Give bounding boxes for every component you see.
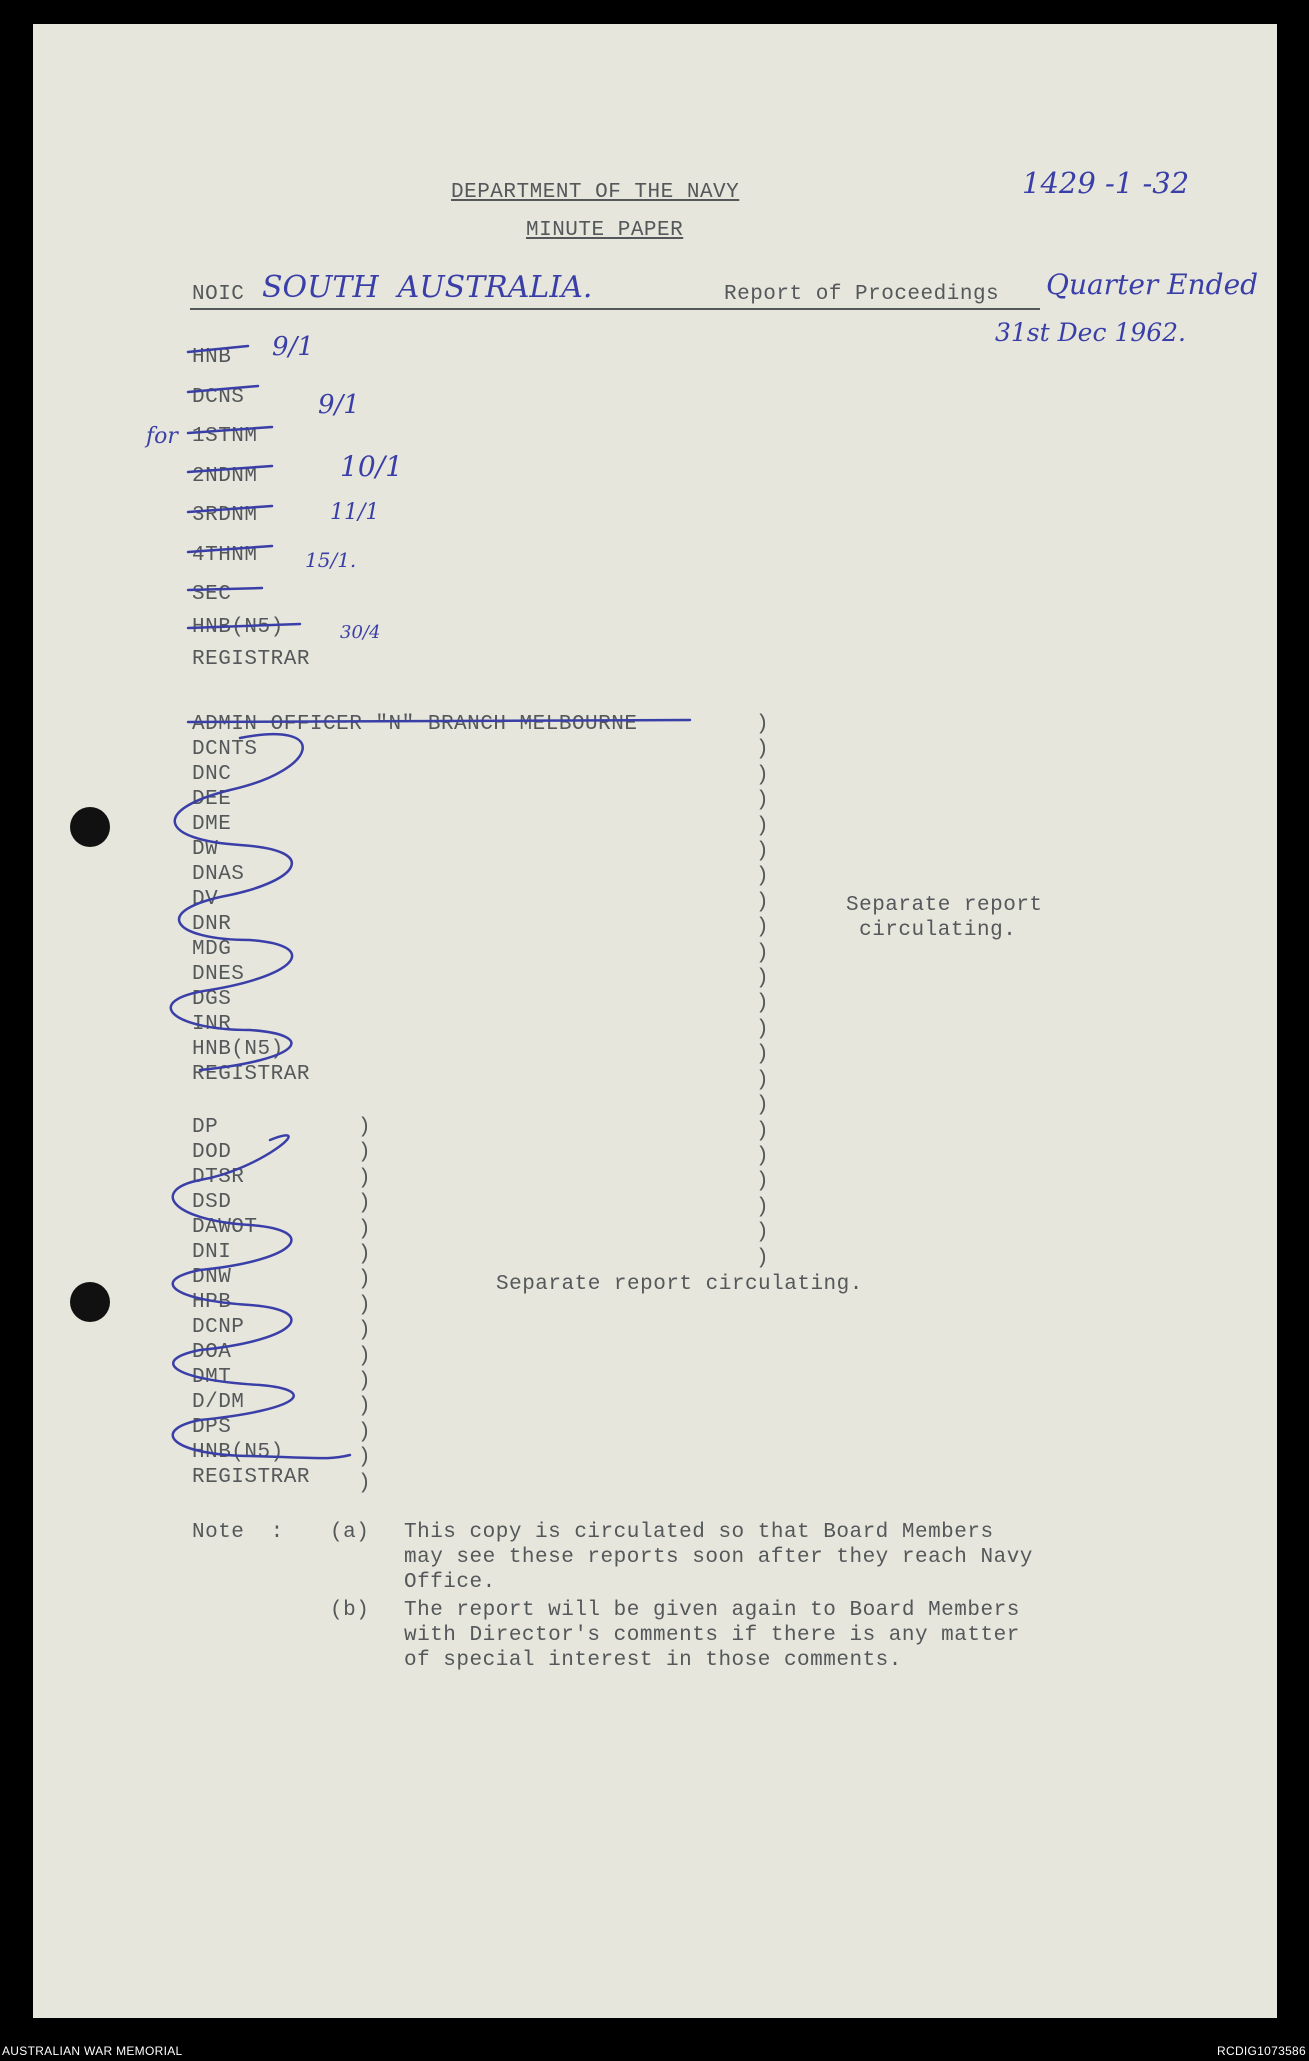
scribble-loop <box>171 734 303 1070</box>
routing-item: DOA <box>192 1341 232 1364</box>
routing-item: DOD <box>192 1141 232 1164</box>
routing-item: 3RDNM <box>192 504 258 527</box>
routing-item: DW <box>192 838 219 861</box>
routing-item: DCNS <box>192 385 245 409</box>
routing-item: REGISTRAR <box>192 1063 310 1086</box>
routing-item: INR <box>192 1013 232 1036</box>
footer-archive-credit: AUSTRALIAN WAR MEMORIAL <box>2 2044 183 2058</box>
routing-item: DNC <box>192 763 232 786</box>
routing-item: DP <box>192 1116 219 1139</box>
strike-line <box>188 386 258 392</box>
initial-annotation: 15/1. <box>305 548 357 572</box>
addressee-prefix: NOIC <box>192 283 245 306</box>
file-number: 1429 -1 -32 <box>1022 166 1190 200</box>
routing-item: D/DM <box>192 1391 245 1414</box>
note-b-text: The report will be given again to Board Members with Director's comments if there is any matter of special interest in those comments. <box>404 1599 1020 1672</box>
routing-item: DNAS <box>192 863 245 886</box>
separate-report-note-1: Separate report circulating. <box>846 894 1043 942</box>
strike-line <box>188 346 248 352</box>
routing-item: DSD <box>192 1191 232 1214</box>
initial-annotation: for <box>146 424 178 449</box>
strike-line <box>188 427 272 433</box>
brace-column-3: ) ) ) ) ) ) ) ) ) ) ) ) ) ) ) <box>358 1116 371 1495</box>
initial-annotation: 30/4 <box>340 622 381 643</box>
note-a-marker: (a) <box>330 1521 370 1544</box>
footer-record-id: RCDIG1073586 <box>1217 2044 1306 2058</box>
routing-item: HNB <box>192 346 232 369</box>
subject-text: Report of Proceedings <box>724 283 1000 306</box>
strike-line <box>188 506 272 512</box>
scribble-loop <box>173 1135 350 1458</box>
routing-item: DEE <box>192 788 232 811</box>
routing-item: MDG <box>192 938 232 961</box>
routing-item: REGISTRAR <box>192 1466 310 1489</box>
note-b-marker: (b) <box>330 1599 370 1622</box>
routing-item: DCNTS <box>192 738 258 761</box>
strike-line <box>188 624 300 628</box>
routing-item: DNR <box>192 913 232 936</box>
initial-annotation: 11/1 <box>330 500 380 525</box>
routing-item: DTSR <box>192 1166 245 1189</box>
routing-item: 1STNM <box>192 425 258 448</box>
routing-item: SEC <box>192 583 232 606</box>
strike-line <box>188 588 262 590</box>
routing-item: HNB(N5) <box>192 1441 284 1464</box>
separate-report-note-2: Separate report circulating. <box>496 1273 863 1296</box>
routing-item: REGISTRAR <box>192 647 310 671</box>
routing-item: DPS <box>192 1416 232 1439</box>
strike-line <box>188 466 272 472</box>
routing-item: DAWOT <box>192 1216 258 1239</box>
routing-item: HNB(N5) <box>192 1038 284 1061</box>
routing-item: DV <box>192 888 219 911</box>
handwritten-location: SOUTH AUSTRALIA. <box>262 270 593 305</box>
routing-item: HPB <box>192 1291 232 1314</box>
note-label: Note : <box>192 1521 284 1544</box>
brace-column-2: ) ) ) ) ) ) ) ) ) ) ) ) ) ) ) ) ) ) ) ) ) ) <box>756 713 769 1270</box>
handwritten-period-line-1: Quarter Ended <box>1046 268 1259 301</box>
routing-item: DMT <box>192 1366 232 1389</box>
routing-item: DME <box>192 813 232 836</box>
routing-item: ADMIN OFFICER "N" BRANCH MELBOURNE <box>192 713 638 736</box>
routing-item: DGS <box>192 988 232 1011</box>
routing-item: HNB(N5) <box>192 615 284 639</box>
routing-item: DNES <box>192 963 245 986</box>
initial-annotation: 10/1 <box>340 450 403 483</box>
routing-item: 4THNM <box>192 543 258 567</box>
initial-annotation: 9/1 <box>272 332 314 362</box>
note-a-text: This copy is circulated so that Board Members may see these reports soon after they reach Navy Office. <box>404 1521 1033 1594</box>
strike-line <box>188 720 690 722</box>
routing-item: DNI <box>192 1241 232 1264</box>
routing-item: DNW <box>192 1266 232 1289</box>
initial-annotation: 9/1 <box>318 390 360 420</box>
department-heading: DEPARTMENT OF THE NAVY <box>451 181 740 204</box>
routing-item: 2NDNM <box>192 464 258 488</box>
strike-line <box>188 546 272 552</box>
routing-item: DCNP <box>192 1316 245 1339</box>
form-title: MINUTE PAPER <box>526 219 684 242</box>
handwritten-period-line-2: 31st Dec 1962. <box>995 318 1186 347</box>
